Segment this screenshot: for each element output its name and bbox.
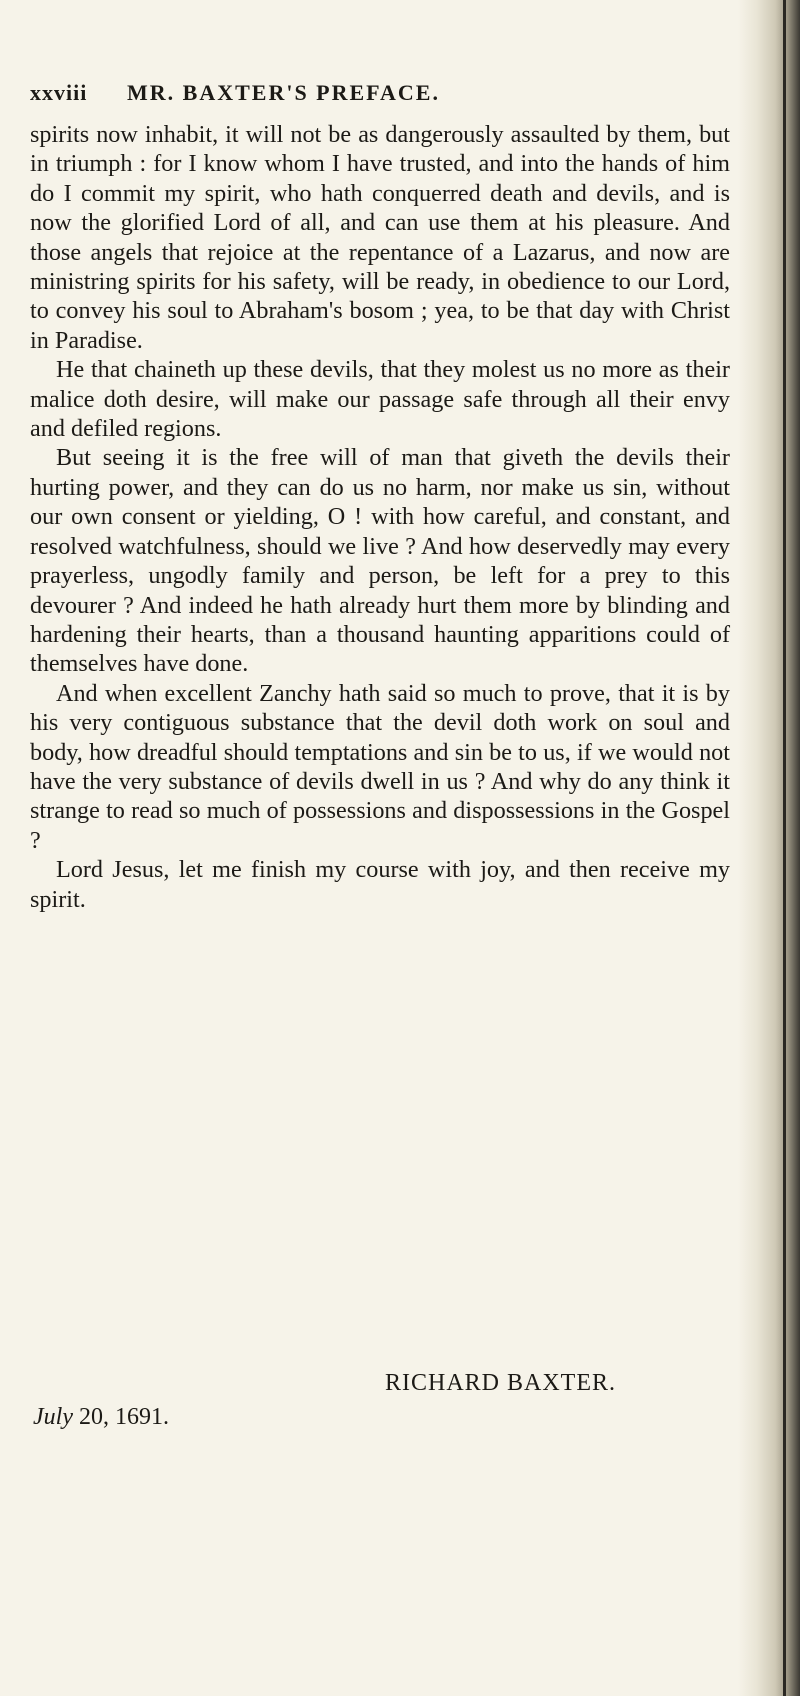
paragraph: spirits now inhabit, it will not be as dangerously assaulted by them, but in triumph : for I know whom I have trusted, and into the hands of him do I commit my spirit, who hath conquerred death and devils, and is now the glorified Lord of all, and can use them at his pleasure. And those angels that rejoice at the repentance of a Lazarus, and now are ministring spirits for his safety, will be ready, in obedience to our Lord, to convey his soul to Abraham's bosom ; yea, to be that day with Christ in Paradise.: [30, 121, 730, 354]
date-day-year: 20, 1691.: [72, 1404, 169, 1430]
page-number: xxviii: [30, 80, 88, 105]
running-title: MR. BAXTER'S PREFACE.: [127, 80, 440, 105]
paragraph: But seeing it is the free will of man that giveth the devils their hurting power, and they can do us no harm, nor make us sin, without our own consent or yielding, O ! with how careful, and constant, and resolved watchfulness, should we live ? And how deservedly may every prayerless, ungodly family and person, be left for a prey to this devourer ? And indeed he hath already hurt them more by blinding and hardening their hearts, than a thousand haunting apparitions could of themselves have done.: [30, 444, 730, 678]
paragraph: And when excellent Zanchy hath said so much to prove, that it is by his very contiguous substance that the devil doth work on soul and body, how dreadful should temptations and sin be to us, if we would not have the very substance of devils dwell in us ? And why do any think it strange to read so much of possessions and dispossessions in the Gospel ?: [30, 679, 730, 854]
body-text: [30, 120, 730, 914]
page-edge-shadow: [738, 0, 800, 1696]
date-month: July: [33, 1404, 73, 1430]
date-line: [33, 1404, 169, 1431]
paragraph: He that chaineth up these devils, that they molest us no more as their malice doth desire, will make our passage safe through all their envy and defiled regions.: [30, 356, 730, 443]
paragraph: Lord Jesus, let me finish my course with joy, and then receive my spirit.: [30, 856, 730, 913]
author-name: RICHARD BAXTER.: [385, 1370, 617, 1396]
page-header: [30, 80, 730, 110]
binding-line: [783, 0, 786, 1696]
signature-block: [30, 1370, 730, 1440]
